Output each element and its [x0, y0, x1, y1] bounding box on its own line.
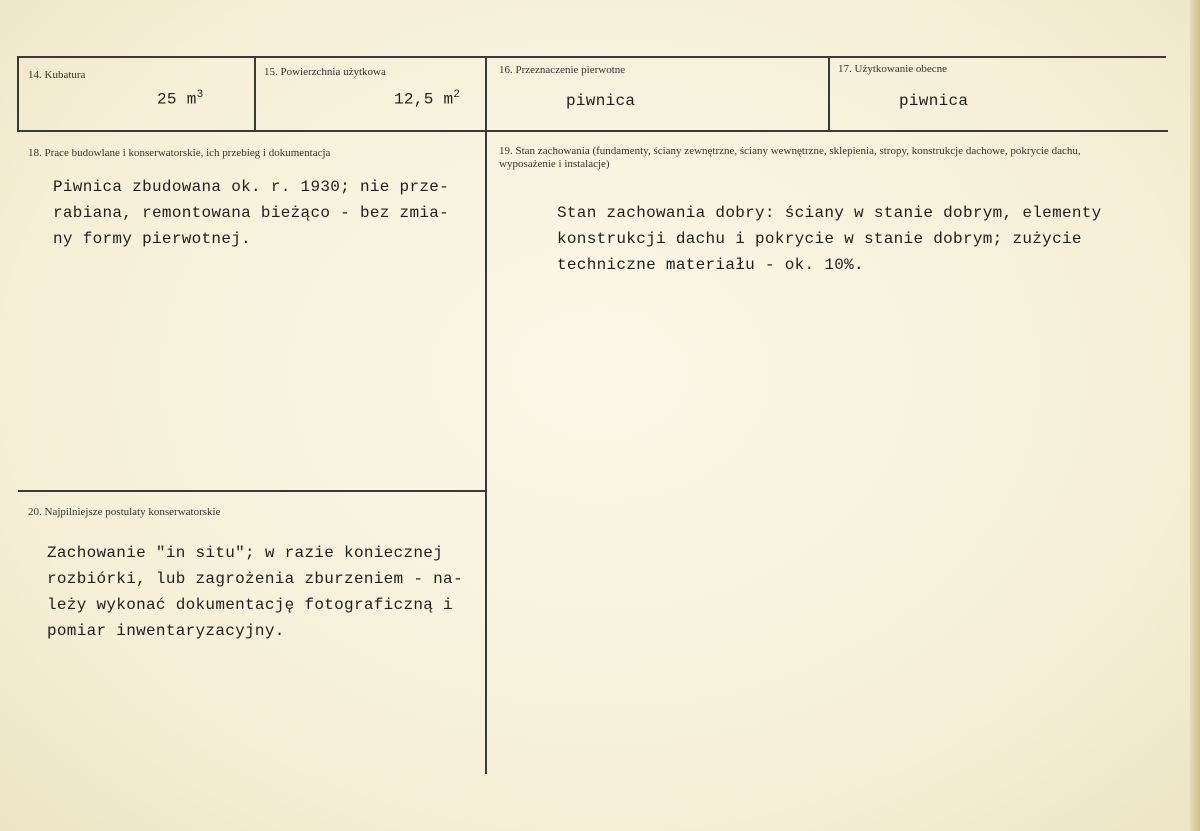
top-rule — [18, 56, 1166, 58]
field-14-number: 25 m — [157, 90, 197, 109]
field-20-line: pomiar inwentaryzacyjny. — [47, 622, 285, 640]
field-20-line: rozbiórki, lub zagrożenia zburzeniem - na- — [47, 570, 463, 588]
field-16-value: piwnica — [566, 92, 636, 110]
col-divider-3 — [828, 56, 830, 132]
field-18-line: Piwnica zbudowana ok. r. 1930; nie prze- — [53, 178, 450, 196]
field-14-label: 14. Kubatura — [28, 69, 86, 81]
field-19-text — [557, 200, 1102, 278]
field-19-label: 19. Stan zachowania (fundamenty, ściany zewnętrzne, ściany wewnętrzne, sklepienia, stropy, konstrukcje dachowe, pokrycie dachu, wyposażenie i instalacje) — [499, 145, 1081, 170]
field-15-value — [394, 89, 460, 108]
field-20-line: leży wykonać dokumentację fotograficzną i — [47, 596, 453, 614]
field-15-number: 12,5 m — [394, 90, 454, 109]
field-19-line: konstrukcji dachu i pokrycie w stanie dobrym; zużycie — [557, 230, 1082, 248]
col-divider-1 — [254, 56, 256, 132]
field-14-unit-exponent: 3 — [196, 89, 204, 101]
section-18-20-divider — [18, 490, 485, 492]
left-border — [17, 56, 19, 132]
header-row-rule — [18, 130, 1168, 132]
col-divider-main — [485, 56, 487, 774]
field-18-label: 18. Prace budowlane i konserwatorskie, ich przebieg i dokumentacja — [28, 147, 331, 159]
field-18-text — [53, 174, 449, 252]
field-15-unit-exponent: 2 — [453, 89, 461, 101]
field-15-label: 15. Powierzchnia użytkowa — [264, 66, 386, 78]
field-16-label: 16. Przeznaczenie pierwotne — [499, 64, 626, 76]
field-14-value — [157, 89, 204, 108]
field-19-line: Stan zachowania dobry: ściany w stanie dobrym, elementy — [557, 204, 1102, 222]
field-20-text — [47, 540, 463, 644]
field-18-line: rabiana, remontowana bieżąco - bez zmia- — [53, 204, 450, 222]
page-edge — [1190, 0, 1200, 831]
field-17-value: piwnica — [899, 92, 969, 110]
field-18-line: ny formy pierwotnej. — [53, 230, 252, 248]
field-17-label: 17. Użytkowanie obecne — [838, 63, 948, 75]
field-20-label: 20. Najpilniejsze postulaty konserwatorskie — [28, 506, 221, 518]
field-19-line: techniczne materiału - ok. 10%. — [557, 256, 864, 274]
field-20-line: Zachowanie "in situ"; w razie koniecznej — [47, 544, 444, 562]
